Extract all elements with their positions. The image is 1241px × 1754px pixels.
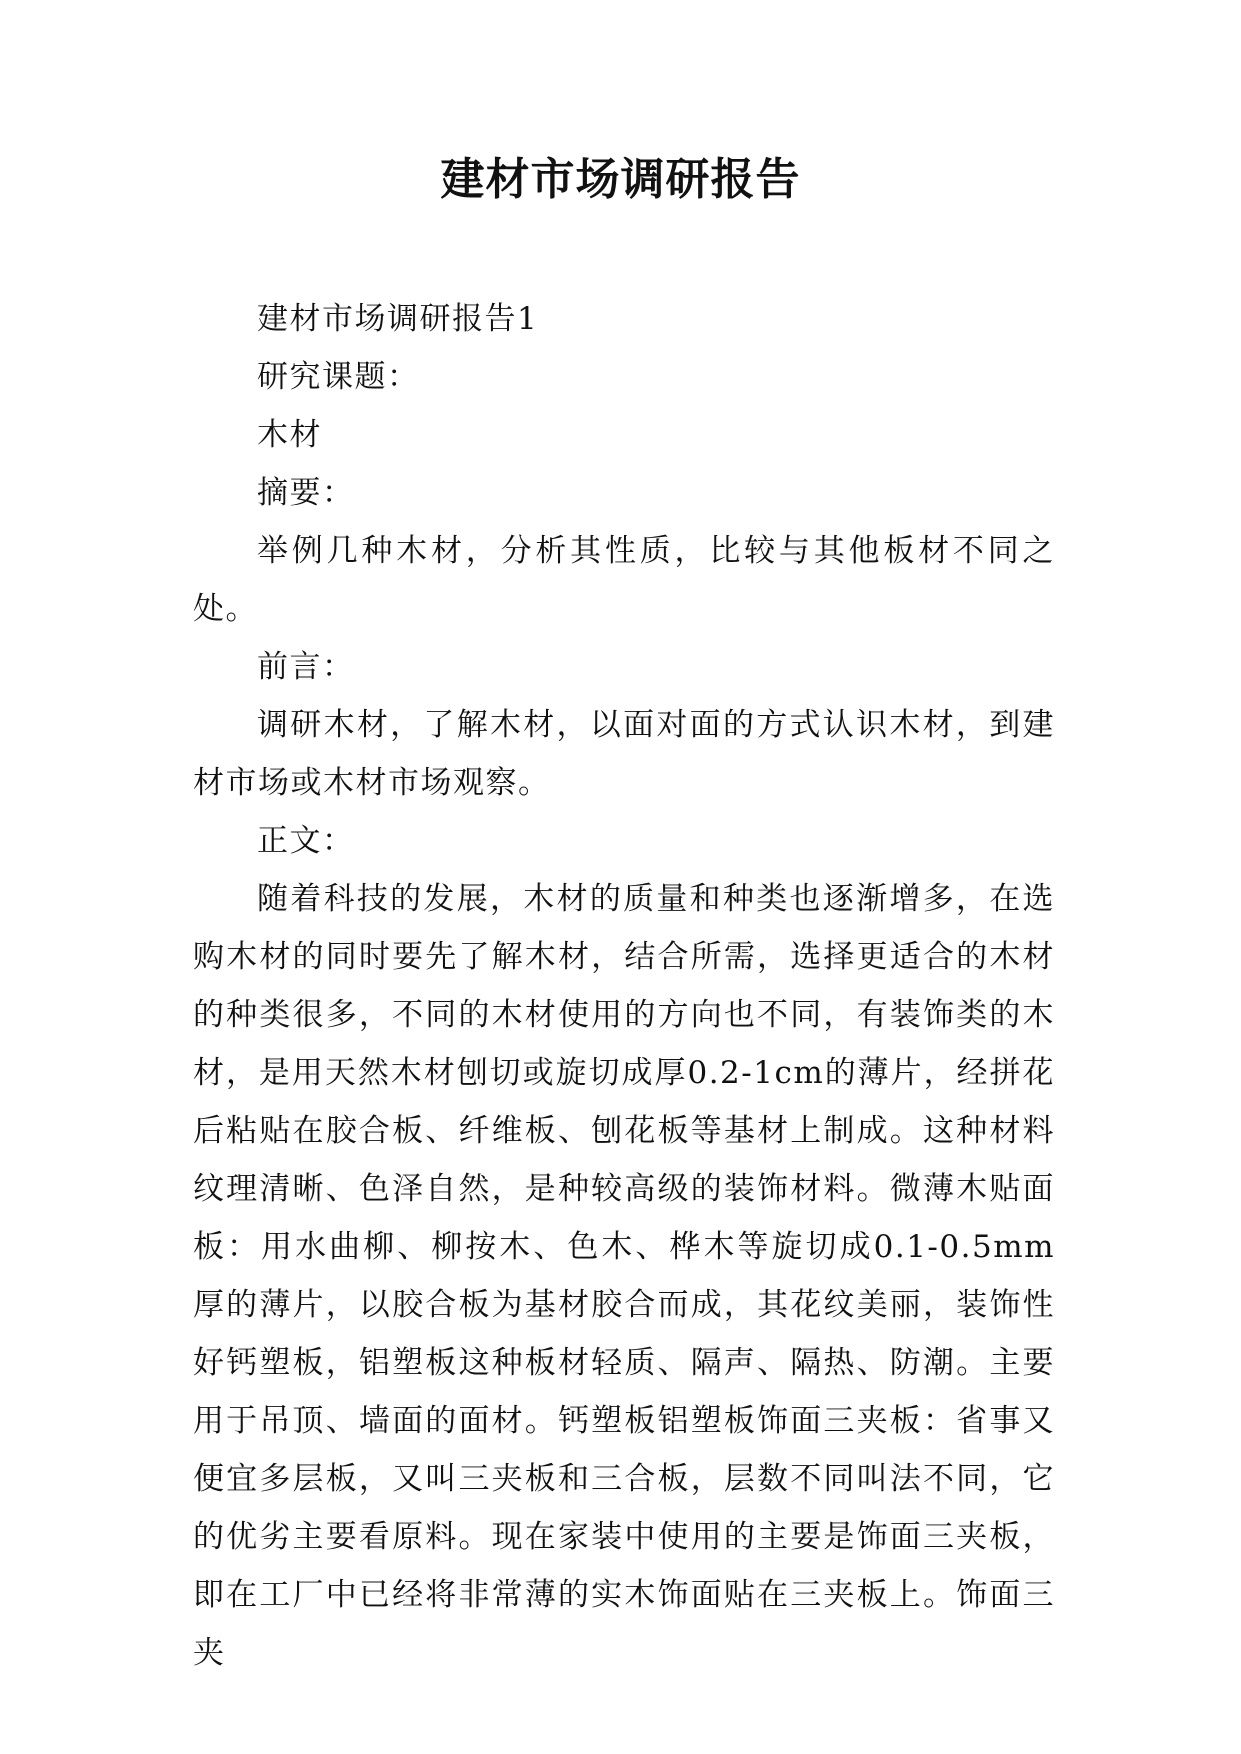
- document-body: [193, 290, 1055, 1682]
- document-title: 建材市场调研报告: [440, 154, 801, 205]
- paragraph-preface: 调研木材，了解木材，以面对面的方式认识木材，到建材市场或木材市场观察。: [193, 707, 1055, 801]
- paragraph-research-topic-label: 研究课题：: [257, 359, 420, 395]
- paragraph-research-topic: 木材: [257, 417, 322, 453]
- paragraph-main-text-label: 正文：: [257, 823, 355, 859]
- paragraph-preface-label: 前言：: [257, 649, 355, 685]
- paragraph-abstract-label: 摘要：: [257, 475, 355, 511]
- paragraph-abstract: 举例几种木材，分析其性质，比较与其他板材不同之处。: [193, 533, 1055, 627]
- paragraph-report-number: 建材市场调研报告1: [257, 301, 539, 337]
- paragraph-main-text: 随着科技的发展，木材的质量和种类也逐渐增多，在选购木材的同时要先了解木材，结合所需，选择更适合的木材的种类很多，不同的木材使用的方向也不同，有装饰类的木材，是用天然木材刨切或旋切成厚0.2-1cm的薄片，经拼花后粘贴在胶合板、纤维板、刨花板等基材上制成。这种材料纹理清晰、色泽自然，是种较高级的装饰材料。微薄木贴面板：用水曲柳、柳按木、色木、桦木等旋切成0.1-0.5mm厚的薄片，以胶合板为基材胶合而成，其花纹美丽，装饰性好钙塑板，铝塑板这种板材轻质、隔声、隔热、防潮。主要用于吊顶、墙面的面材。钙塑板铝塑板饰面三夹板：省事又便宜多层板，又叫三夹板和三合板，层数不同叫法不同，它的优劣主要看原料。现在家装中使用的主要是饰面三夹板，即在工厂中已经将非常薄的实木饰面贴在三夹板上。饰面三夹: [193, 881, 1055, 1671]
